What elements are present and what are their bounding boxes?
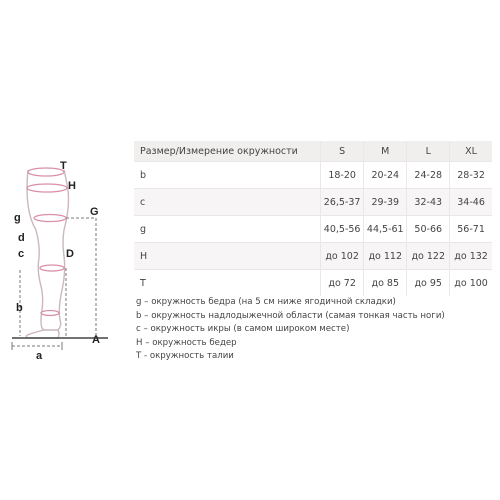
table-header-row <box>134 141 492 162</box>
header-size-m: M <box>364 141 407 162</box>
label-G: G <box>90 206 99 218</box>
label-c: c <box>18 248 25 260</box>
table-cell: до 95 <box>407 270 450 297</box>
legend-item: T - окружность талии <box>136 351 234 361</box>
leg-measurement-diagram <box>0 150 125 365</box>
legend-item: b – окружность надлодыжечной области (самая тонкая часть ноги) <box>136 310 445 321</box>
table-cell: 20-24 <box>364 162 407 189</box>
header-size-xl: XL <box>465 145 477 157</box>
measurement-legend <box>136 296 496 364</box>
table-cell: 50-66 <box>407 216 450 243</box>
table-cell: 44,5-61 <box>364 216 407 243</box>
table-row <box>134 270 492 297</box>
row-label: T <box>134 270 321 297</box>
table-row <box>134 189 492 216</box>
table-cell: до 122 <box>407 243 450 270</box>
table-cell: 29-39 <box>364 189 407 216</box>
row-label: g <box>134 216 321 243</box>
label-d: d <box>18 232 25 244</box>
table-cell: до 85 <box>364 270 407 297</box>
header-size-s: S <box>321 141 364 162</box>
table-cell: до 132 <box>454 250 488 262</box>
table-row <box>134 162 492 189</box>
table-cell: 34-46 <box>457 196 485 208</box>
table-cell: 56-71 <box>457 223 485 235</box>
row-label: c <box>134 189 321 216</box>
table-cell: до 112 <box>364 243 407 270</box>
table-cell: 18-20 <box>321 162 364 189</box>
legend-item: g – окружность бедра (на 5 см ниже ягодичной складки) <box>136 297 396 307</box>
label-A: A <box>92 334 100 346</box>
table-cell: 24-28 <box>407 162 450 189</box>
table-cell: до 100 <box>454 277 488 289</box>
header-measurement: Размер/Измерение окружности <box>134 141 321 162</box>
row-label: H <box>134 243 321 270</box>
label-D: D <box>66 248 74 260</box>
label-H: H <box>68 180 76 192</box>
size-chart-table <box>134 141 492 296</box>
table-cell: 26,5-37 <box>321 189 364 216</box>
legend-item: c – окружность икры (в самом широком месте) <box>136 324 350 334</box>
table-row <box>134 216 492 243</box>
row-label: b <box>134 162 321 189</box>
table-cell: 40,5-56 <box>321 216 364 243</box>
label-b: b <box>16 302 23 314</box>
legend-item: H – окружность бедер <box>136 337 237 348</box>
table-cell: 32-43 <box>407 189 450 216</box>
label-g: g <box>14 212 21 224</box>
table-cell: до 102 <box>321 243 364 270</box>
label-a: a <box>36 350 43 362</box>
table-row <box>134 243 492 270</box>
table-cell: до 72 <box>321 270 364 297</box>
label-T: T <box>60 160 67 172</box>
table-cell: 28-32 <box>457 169 485 181</box>
header-size-l: L <box>407 141 450 162</box>
